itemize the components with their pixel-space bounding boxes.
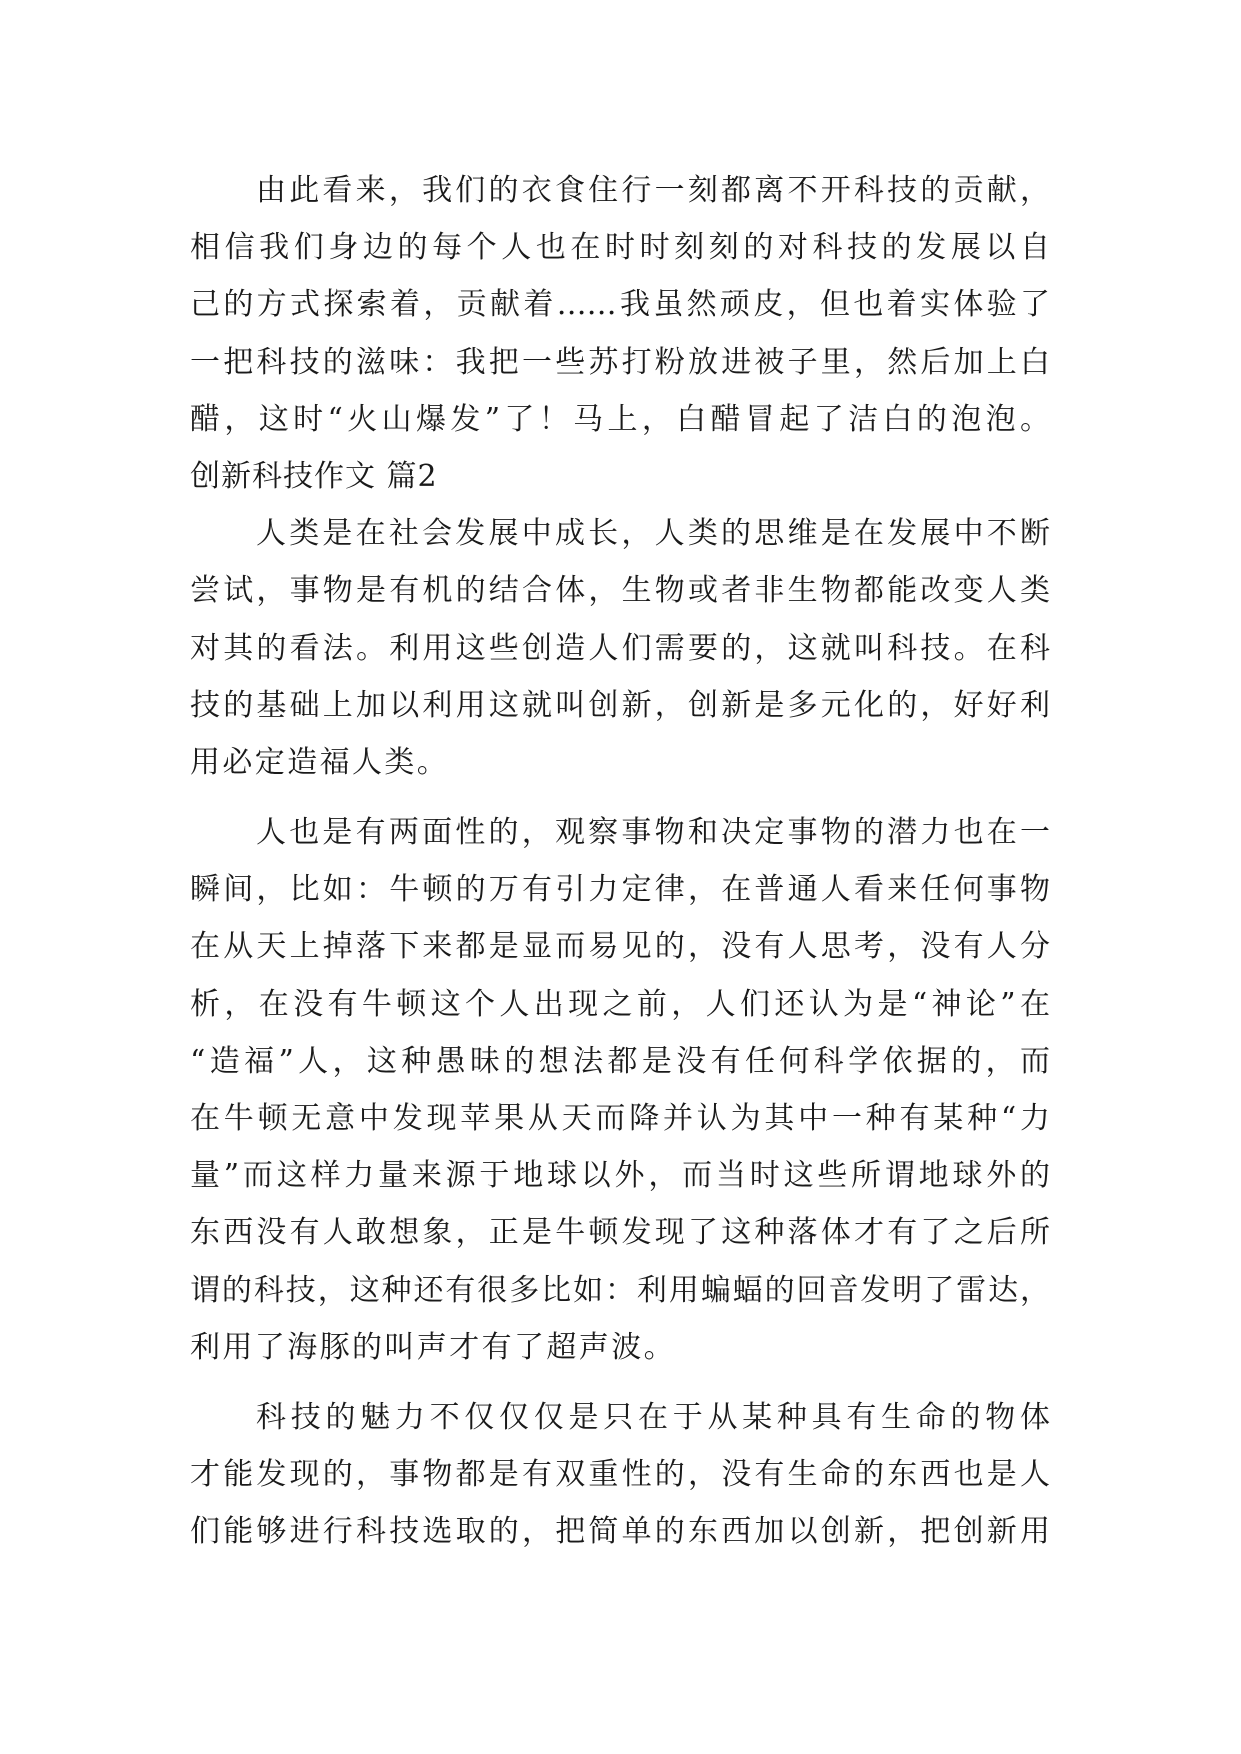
text-line: 一把科技的滋味：我把一些苏打粉放进被子里，然后加上白 bbox=[190, 344, 1050, 380]
section-title: 创新科技作文 篇2 bbox=[190, 458, 438, 494]
text-line: 谓的科技，这种还有很多比如：利用蝙蝠的回音发明了雷达， bbox=[190, 1272, 1050, 1308]
paragraph-gap bbox=[190, 1376, 1050, 1389]
paragraph-1 bbox=[190, 505, 1050, 791]
text-line: 由此看来，我们的衣食住行一刻都离不开科技的贡献， bbox=[256, 173, 1050, 208]
text-line: 瞬间，比如：牛顿的万有引力定律，在普通人看来任何事物 bbox=[190, 872, 1050, 908]
text-line: 对其的看法。利用这些创造人们需要的，这就叫科技。在科 bbox=[190, 630, 1050, 666]
text-line: 析，在没有牛顿这个人出现之前，人们还认为是“神论”在 bbox=[190, 986, 1050, 1022]
text-line: 醋，这时“火山爆发”了！马上，白醋冒起了洁白的泡泡。 bbox=[190, 401, 1050, 437]
text-line: 利用了海豚的叫声才有了超声波。 bbox=[190, 1329, 676, 1365]
intro-paragraph bbox=[190, 162, 1050, 448]
text-line: “造福”人，这种愚昧的想法都是没有任何科学依据的，而 bbox=[190, 1043, 1050, 1079]
text-line: 东西没有人敢想象，正是牛顿发现了这种落体才有了之后所 bbox=[190, 1215, 1050, 1251]
text-line: 技的基础上加以利用这就叫创新，创新是多元化的，好好利 bbox=[190, 687, 1050, 723]
text-line: 们能够进行科技选取的，把简单的东西加以创新，把创新用 bbox=[190, 1514, 1050, 1550]
paragraph-2 bbox=[190, 804, 1050, 1376]
text-line: 己的方式探索着，贡献着……我虽然顽皮，但也着实体验了 bbox=[190, 287, 1050, 323]
text-line: 人类是在社会发展中成长，人类的思维是在发展中不断 bbox=[256, 516, 1050, 552]
text-line: 才能发现的，事物都是有双重性的，没有生命的东西也是人 bbox=[190, 1457, 1050, 1493]
paragraph-gap bbox=[190, 791, 1050, 804]
text-line: 相信我们身边的每个人也在时时刻刻的对科技的发展以自 bbox=[190, 230, 1050, 266]
text-line: 量”而这样力量来源于地球以外，而当时这些所谓地球外的 bbox=[190, 1158, 1050, 1194]
text-line: 用必定造福人类。 bbox=[190, 744, 450, 780]
text-line: 尝试，事物是有机的结合体，生物或者非生物都能改变人类 bbox=[190, 573, 1050, 609]
text-line: 人也是有两面性的，观察事物和决定事物的潜力也在一 bbox=[256, 815, 1050, 851]
text-line: 在牛顿无意中发现苹果从天而降并认为其中一种有某种“力 bbox=[190, 1101, 1050, 1136]
paragraph-3 bbox=[190, 1389, 1050, 1561]
text-line: 在从天上掉落下来都是显而易见的，没有人思考，没有人分 bbox=[190, 929, 1050, 965]
document-page bbox=[190, 162, 1050, 1561]
text-line: 科技的魅力不仅仅仅是只在于从某种具有生命的物体 bbox=[256, 1399, 1050, 1435]
